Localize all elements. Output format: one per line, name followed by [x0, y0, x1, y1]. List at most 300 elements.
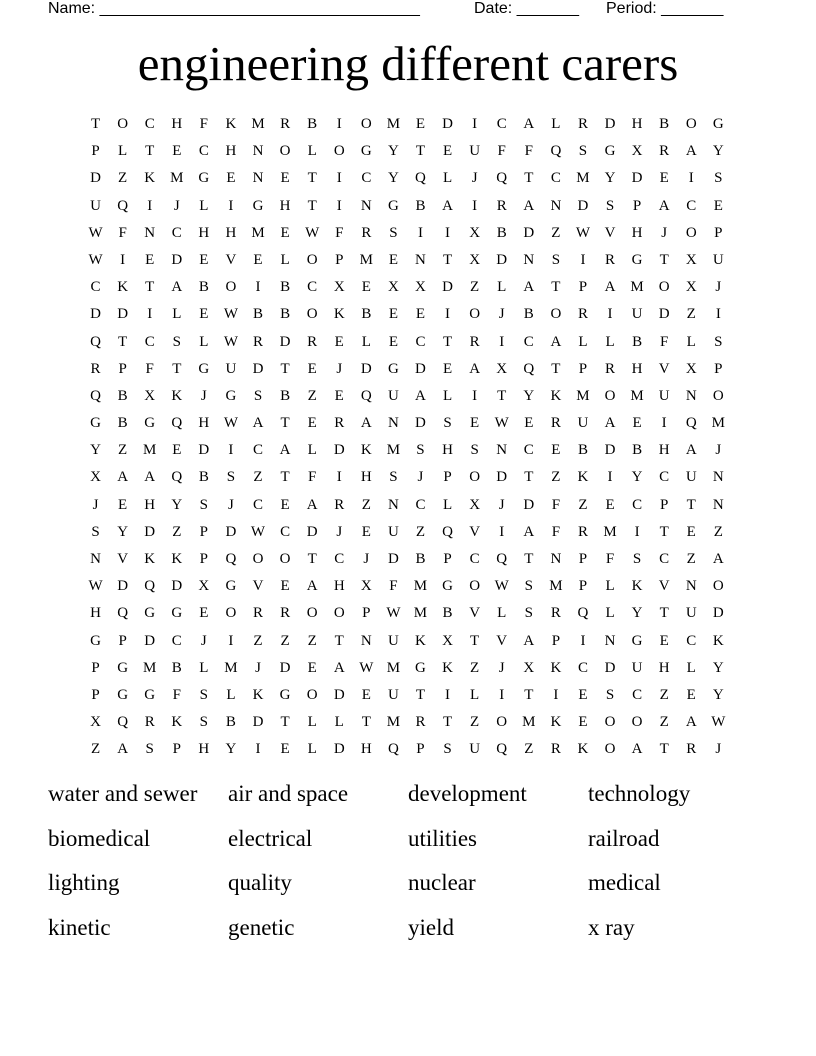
grid-row: [82, 274, 744, 301]
grid-letter: G: [252, 197, 264, 214]
grid-row: [82, 165, 744, 192]
word-list-item: railroad: [588, 825, 660, 851]
grid-letter: R: [577, 116, 588, 132]
grid-letter: L: [199, 197, 209, 214]
grid-letter: A: [415, 387, 426, 404]
grid-letter: T: [415, 686, 426, 703]
grid-letter: O: [225, 279, 237, 296]
grid-letter: K: [577, 741, 589, 758]
grid-letter: R: [550, 415, 561, 432]
grid-letter: H: [658, 442, 670, 459]
grid-letter: T: [280, 714, 290, 731]
grid-letter: B: [496, 224, 507, 241]
grid-letter: C: [253, 442, 264, 459]
grid-letter: M: [251, 224, 265, 241]
grid-letter: L: [442, 387, 453, 404]
grid-letter: E: [199, 306, 209, 323]
grid-letter: H: [658, 659, 670, 676]
grid-letter: C: [415, 496, 426, 513]
grid-letter: Z: [524, 741, 534, 758]
grid-letter: A: [306, 578, 318, 595]
grid-letter: U: [225, 360, 237, 377]
grid-letter: R: [253, 605, 264, 622]
grid-letter: A: [117, 469, 129, 486]
grid-letter: L: [605, 578, 615, 595]
grid-letter: A: [604, 415, 616, 432]
grid-letter: W: [494, 578, 509, 595]
grid-letter: L: [605, 333, 615, 350]
word-list-item: medical: [588, 870, 661, 896]
grid-row: [82, 682, 744, 709]
grid-letter: M: [224, 659, 238, 676]
grid-letter: O: [333, 143, 345, 160]
grid-letter: D: [144, 523, 156, 540]
grid-row: [82, 356, 744, 383]
grid-letter: D: [333, 442, 345, 459]
grid-letter: I: [661, 415, 667, 432]
word-list-item: biomedical: [48, 825, 151, 851]
grid-letter: D: [90, 306, 101, 323]
grid-letter: I: [607, 306, 613, 323]
grid-letter: D: [442, 279, 453, 296]
grid-letter: M: [251, 116, 265, 132]
grid-letter: Q: [496, 551, 508, 567]
grid-letter: E: [713, 197, 723, 214]
grid-letter: Y: [631, 605, 643, 622]
grid-letter: I: [688, 170, 694, 187]
grid-letter: B: [253, 306, 264, 323]
grid-letter: N: [712, 496, 724, 513]
grid-letter: K: [442, 659, 453, 676]
grid-letter: W: [250, 523, 266, 540]
grid-letter: M: [549, 578, 563, 595]
grid-letter: L: [307, 143, 317, 160]
grid-letter: U: [685, 605, 697, 622]
word-list-item: electrical: [228, 825, 313, 851]
grid-letter: W: [359, 659, 374, 676]
grid-letter: K: [360, 442, 372, 459]
grid-letter: V: [469, 605, 481, 622]
grid-letter: B: [280, 306, 291, 323]
grid-letter: K: [117, 279, 129, 296]
grid-letter: T: [280, 469, 290, 486]
grid-letter: G: [442, 578, 453, 595]
grid-letter: E: [659, 632, 669, 649]
grid-letter: Q: [577, 605, 589, 622]
grid-letter: T: [118, 333, 128, 350]
grid-letter: M: [143, 659, 157, 676]
grid-letter: D: [333, 686, 345, 703]
grid-letter: G: [631, 251, 643, 268]
grid-letter: U: [387, 632, 399, 649]
grid-letter: Q: [90, 387, 101, 404]
grid-letter: F: [389, 578, 398, 595]
grid-letter: B: [361, 306, 372, 323]
grid-letter: S: [199, 686, 209, 703]
grid-letter: I: [499, 523, 505, 540]
grid-letter: W: [88, 224, 103, 241]
grid-letter: Z: [470, 714, 480, 731]
grid-letter: I: [580, 251, 586, 268]
grid-letter: R: [496, 197, 507, 214]
grid-letter: S: [91, 523, 100, 540]
grid-letter: G: [144, 686, 156, 703]
grid-letter: O: [658, 279, 670, 296]
grid-letter: J: [715, 279, 722, 296]
grid-letter: X: [685, 360, 697, 377]
grid-letter: R: [686, 741, 697, 758]
grid-letter: F: [307, 469, 317, 486]
grid-letter: T: [524, 469, 534, 486]
grid-row: [82, 247, 744, 274]
grid-letter: T: [551, 279, 561, 296]
grid-letter: T: [280, 415, 290, 432]
grid-letter: E: [686, 686, 696, 703]
grid-letter: D: [171, 251, 183, 268]
grid-letter: E: [578, 714, 588, 731]
grid-letter: V: [469, 523, 481, 540]
grid-letter: H: [631, 360, 643, 377]
grid-letter: D: [90, 170, 101, 187]
grid-letter: F: [551, 496, 561, 513]
grid-letter: R: [577, 306, 588, 323]
grid-letter: S: [524, 605, 533, 622]
grid-letter: E: [388, 306, 398, 323]
grid-letter: X: [469, 496, 481, 513]
grid-letter: S: [605, 197, 615, 214]
grid-letter: O: [360, 116, 372, 132]
grid-letter: P: [551, 632, 561, 649]
grid-letter: T: [415, 143, 426, 160]
grid-letter: N: [252, 143, 264, 160]
grid-letter: N: [550, 551, 562, 567]
grid-letter: P: [199, 523, 209, 540]
grid-letter: D: [252, 714, 264, 731]
grid-letter: S: [389, 469, 398, 486]
grid-letter: H: [360, 469, 372, 486]
grid-letter: H: [171, 116, 183, 132]
grid-letter: D: [496, 469, 508, 486]
grid-letter: H: [333, 578, 345, 595]
grid-letter: C: [686, 197, 697, 214]
grid-letter: K: [252, 686, 264, 703]
grid-letter: G: [415, 659, 426, 676]
grid-letter: R: [550, 605, 561, 622]
grid-letter: E: [361, 279, 371, 296]
grid-letter: C: [686, 632, 697, 649]
grid-letter: G: [171, 605, 183, 622]
grid-letter: D: [306, 523, 318, 540]
grid-letter: P: [335, 251, 344, 268]
grid-letter: J: [715, 741, 722, 758]
grid-letter: C: [523, 333, 534, 350]
grid-letter: E: [632, 415, 642, 432]
grid-letter: T: [307, 551, 317, 567]
grid-letter: T: [307, 170, 317, 187]
grid-letter: I: [147, 197, 153, 214]
grid-letter: F: [118, 224, 127, 241]
grid-letter: I: [607, 469, 613, 486]
grid-letter: W: [386, 605, 401, 622]
grid-letter: F: [497, 143, 506, 160]
grid-letter: F: [551, 523, 561, 540]
grid-letter: M: [413, 578, 428, 595]
grid-letter: Z: [307, 632, 317, 649]
grid-letter: D: [279, 333, 291, 350]
grid-row: [82, 709, 744, 736]
grid-letter: Z: [118, 442, 128, 459]
grid-letter: E: [145, 251, 155, 268]
header-fields: [48, 0, 748, 18]
grid-letter: P: [714, 360, 723, 377]
grid-letter: T: [497, 387, 507, 404]
grid-letter: V: [604, 224, 616, 241]
word-search-grid: [82, 111, 744, 764]
grid-letter: Z: [361, 496, 371, 513]
grid-letter: G: [360, 143, 372, 160]
grid-letter: B: [117, 387, 128, 404]
grid-letter: E: [307, 360, 317, 377]
grid-letter: L: [199, 333, 209, 350]
grid-letter: I: [147, 306, 153, 323]
grid-letter: M: [522, 714, 536, 731]
grid-letter: P: [118, 360, 127, 377]
grid-letter: M: [630, 387, 644, 404]
grid-letter: I: [336, 469, 342, 486]
grid-letter: E: [578, 686, 588, 703]
grid-letter: S: [605, 686, 615, 703]
grid-letter: G: [90, 632, 101, 649]
grid-letter: U: [387, 523, 399, 540]
grid-letter: W: [88, 578, 103, 595]
grid-letter: Q: [117, 714, 129, 731]
grid-letter: Y: [387, 170, 399, 187]
grid-letter: Q: [117, 605, 129, 622]
grid-letter: M: [386, 714, 401, 731]
grid-row: [82, 573, 744, 600]
word-list-item: technology: [588, 781, 691, 806]
grid-letter: X: [469, 251, 481, 268]
grid-letter: T: [551, 360, 561, 377]
grid-letter: C: [334, 551, 345, 567]
grid-letter: B: [415, 197, 426, 214]
grid-letter: O: [712, 387, 724, 404]
grid-letter: T: [524, 686, 534, 703]
grid-letter: T: [686, 496, 696, 513]
grid-letter: K: [171, 714, 183, 731]
grid-letter: D: [279, 659, 291, 676]
grid-letter: S: [578, 143, 588, 160]
grid-letter: S: [253, 387, 263, 404]
grid-letter: S: [470, 442, 479, 459]
grid-letter: O: [685, 116, 697, 132]
grid-letter: X: [144, 387, 156, 404]
grid-letter: I: [255, 741, 261, 758]
grid-letter: D: [333, 741, 345, 758]
grid-letter: L: [307, 714, 317, 731]
grid-letter: O: [279, 551, 291, 567]
grid-letter: L: [280, 251, 290, 268]
grid-letter: E: [172, 143, 182, 160]
grid-letter: L: [307, 741, 317, 758]
grid-letter: Q: [685, 415, 697, 432]
grid-letter: H: [360, 741, 372, 758]
grid-letter: A: [442, 197, 453, 214]
grid-letter: S: [145, 741, 154, 758]
grid-letter: O: [306, 306, 318, 323]
grid-letter: O: [604, 741, 616, 758]
grid-letter: T: [470, 632, 480, 649]
grid-letter: A: [523, 632, 535, 649]
word-list-item: nuclear: [408, 870, 476, 896]
word-bank: [48, 778, 768, 956]
grid-letter: E: [361, 686, 371, 703]
grid-letter: P: [362, 605, 371, 622]
grid-letter: A: [685, 442, 697, 459]
grid-letter: F: [335, 224, 344, 241]
grid-letter: Y: [523, 387, 535, 404]
grid-letter: V: [225, 251, 237, 268]
grid-letter: G: [712, 116, 724, 132]
grid-letter: L: [307, 442, 317, 459]
grid-letter: G: [225, 387, 237, 404]
grid-letter: I: [472, 197, 478, 214]
grid-letter: V: [117, 551, 129, 567]
grid-letter: N: [415, 251, 426, 268]
grid-letter: A: [604, 279, 616, 296]
grid-letter: U: [658, 387, 670, 404]
grid-letter: S: [416, 442, 425, 459]
grid-letter: V: [252, 578, 264, 595]
grid-letter: J: [661, 224, 668, 241]
grid-letter: L: [497, 605, 507, 622]
grid-letter: Z: [551, 224, 561, 241]
grid-letter: P: [578, 551, 588, 567]
grid-letter: L: [605, 605, 615, 622]
grid-letter: M: [630, 279, 644, 296]
grid-letter: N: [523, 251, 535, 268]
grid-letter: P: [199, 551, 209, 567]
grid-letter: O: [631, 714, 643, 731]
grid-letter: M: [170, 170, 184, 187]
grid-letter: Z: [659, 686, 669, 703]
grid-letter: I: [228, 197, 234, 214]
grid-letter: X: [469, 224, 481, 241]
grid-letter: A: [550, 333, 562, 350]
grid-letter: O: [333, 605, 345, 622]
page-title: engineering different carers: [137, 36, 679, 91]
grid-letter: B: [523, 306, 534, 323]
grid-letter: B: [577, 442, 588, 459]
grid-letter: E: [470, 415, 480, 432]
grid-letter: D: [360, 360, 372, 377]
grid-letter: G: [198, 170, 210, 187]
grid-letter: O: [306, 251, 318, 268]
grid-letter: Q: [415, 170, 426, 187]
grid-letter: K: [415, 632, 426, 649]
grid-letter: T: [659, 523, 669, 540]
grid-letter: Z: [686, 551, 696, 567]
grid-letter: M: [359, 251, 373, 268]
grid-letter: S: [443, 741, 452, 758]
grid-letter: A: [252, 415, 264, 432]
grid-letter: J: [336, 360, 343, 377]
grid-letter: O: [604, 387, 616, 404]
grid-letter: R: [334, 496, 345, 513]
grid-letter: H: [631, 224, 643, 241]
grid-letter: U: [469, 143, 481, 160]
grid-letter: C: [496, 116, 507, 132]
grid-letter: N: [90, 551, 101, 567]
grid-letter: B: [442, 605, 453, 622]
grid-letter: E: [253, 251, 263, 268]
grid-letter: C: [280, 523, 291, 540]
grid-row: [82, 301, 744, 328]
grid-letter: J: [336, 523, 343, 540]
grid-letter: H: [198, 415, 210, 432]
grid-letter: A: [279, 442, 291, 459]
grid-letter: Z: [470, 279, 480, 296]
grid-letter: P: [578, 578, 588, 595]
grid-letter: M: [711, 415, 725, 432]
grid-row: [82, 628, 744, 655]
word-list-item: water and sewer: [48, 781, 198, 806]
grid-letter: R: [550, 741, 561, 758]
grid-letter: C: [659, 469, 670, 486]
grid-letter: E: [388, 333, 398, 350]
grid-letter: R: [334, 415, 345, 432]
grid-letter: I: [228, 442, 234, 459]
grid-letter: H: [631, 116, 643, 132]
grid-letter: S: [199, 714, 209, 731]
grid-letter: L: [497, 279, 507, 296]
grid-letter: E: [442, 143, 453, 160]
grid-row: [82, 736, 744, 763]
word-list-item: utilities: [408, 825, 477, 851]
grid-letter: G: [631, 632, 643, 649]
grid-letter: A: [360, 415, 372, 432]
grid-letter: O: [712, 578, 724, 595]
grid-letter: Y: [117, 523, 129, 540]
word-list-item: kinetic: [48, 914, 111, 940]
grid-letter: B: [307, 116, 318, 132]
grid-letter: I: [499, 333, 505, 350]
grid-letter: X: [685, 279, 697, 296]
grid-letter: D: [604, 659, 616, 676]
grid-letter: X: [631, 143, 643, 160]
grid-letter: G: [144, 415, 156, 432]
grid-letter: B: [198, 469, 209, 486]
grid-letter: I: [445, 306, 451, 323]
grid-letter: T: [442, 714, 453, 731]
grid-letter: O: [469, 578, 481, 595]
grid-letter: N: [360, 197, 372, 214]
grid-letter: B: [415, 551, 426, 567]
grid-letter: V: [658, 578, 670, 595]
grid-letter: A: [685, 143, 697, 160]
grid-letter: P: [91, 659, 100, 676]
grid-letter: I: [472, 116, 478, 132]
period-field: Period: _______: [606, 0, 724, 17]
grid-letter: C: [171, 224, 182, 241]
grid-letter: M: [386, 116, 401, 132]
grid-letter: B: [198, 279, 209, 296]
grid-letter: J: [92, 496, 99, 513]
grid-letter: P: [91, 143, 100, 160]
grid-letter: G: [117, 686, 129, 703]
word-list-item: x ray: [588, 914, 635, 940]
word-list-item: development: [408, 781, 527, 806]
